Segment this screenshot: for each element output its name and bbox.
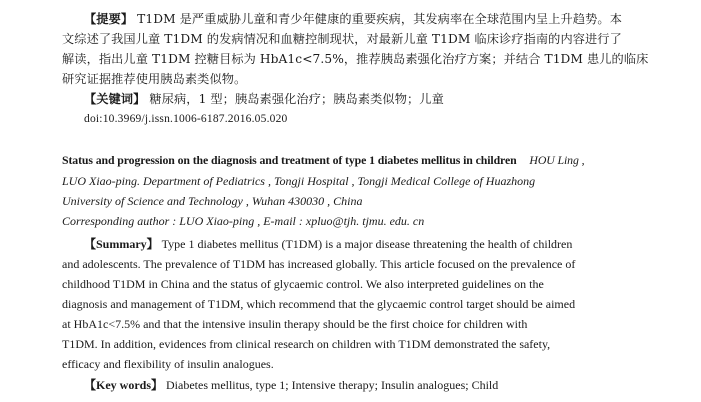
en-title: Status and progression on the diagnosis and treatment of type 1 diabetes mellitus in children xyxy=(62,153,517,167)
en-summary-line-5: at HbA1c<7.5% and that the intensive insulin therapy should be the first choice for children with xyxy=(62,317,528,331)
zh-summary-text-1: T1DM 是严重威胁儿童和青少年健康的重要疾病，其发病率在全球范围内呈上升趋势。本 xyxy=(137,12,622,26)
doi-line: doi:10.3969/j.issn.1006-6187.2016.05.020 xyxy=(84,113,288,125)
en-corresponding-author: Corresponding author : LUO Xiao-ping , E-mail : xpluo@tjh. tjmu. edu. cn xyxy=(62,214,425,228)
en-summary-line-7: efficacy and flexibility of insulin analogues. xyxy=(62,357,274,371)
en-summary-line-3: childhood T1DM in China and the status of glycaemic control. We also interpreted guidelines on the xyxy=(62,277,544,291)
en-summary-text-1: Type 1 diabetes mellitus (T1DM) is a major disease threatening the health of children xyxy=(161,237,573,251)
zh-summary-label: 【提要】 xyxy=(84,12,134,26)
zh-keywords-line xyxy=(84,89,444,109)
en-affiliation-line-1: LUO Xiao-ping. Department of Pediatrics , Tongji Hospital , Tongji Medical College of Huazhong xyxy=(62,174,536,188)
en-summary-line-4: diagnosis and management of T1DM, which recommend that the glycaemic control target should be aimed xyxy=(62,297,576,311)
en-affiliation-line-2: University of Science and Technology , Wuhan 430030 , China xyxy=(62,194,363,208)
zh-keywords-label: 【关键词】 xyxy=(84,92,146,106)
zh-summary-line-4: 研究证据推荐使用胰岛素类似物。 xyxy=(62,72,247,86)
en-keywords-line xyxy=(84,375,498,395)
en-summary-line-6: T1DM. In addition, evidences from clinical research on children with T1DM demonstrated the safety, xyxy=(62,337,551,351)
en-summary-line-2: and adolescents. The prevalence of T1DM has increased globally. This article focused on the prevalence of xyxy=(62,257,576,271)
en-keywords-label: 【Key words】 xyxy=(84,378,163,392)
en-summary-line-1 xyxy=(84,234,572,254)
zh-keywords-text: 糖尿病，1 型；胰岛素强化治疗；胰岛素类似物；儿童 xyxy=(149,92,444,106)
zh-summary-line-3: 解读，指出儿童 T1DM 控糖目标为 HbA1c<7.5%，推荐胰岛素强化治疗方案；并结合 T1DM 患儿的临床 xyxy=(62,52,649,66)
zh-summary-line-2: 文综述了我国儿童 T1DM 的发病情况和血糖控制现状，对最新儿童 T1DM 临床诊疗指南的内容进行了 xyxy=(62,32,622,46)
en-keywords-text: Diabetes mellitus, type 1; Intensive therapy; Insulin analogues; Child xyxy=(166,378,499,392)
en-title-line xyxy=(62,150,584,170)
en-author-first: HOU Ling , xyxy=(529,153,585,167)
en-summary-label: 【Summary】 xyxy=(84,237,159,251)
zh-summary-line-1 xyxy=(84,9,622,29)
